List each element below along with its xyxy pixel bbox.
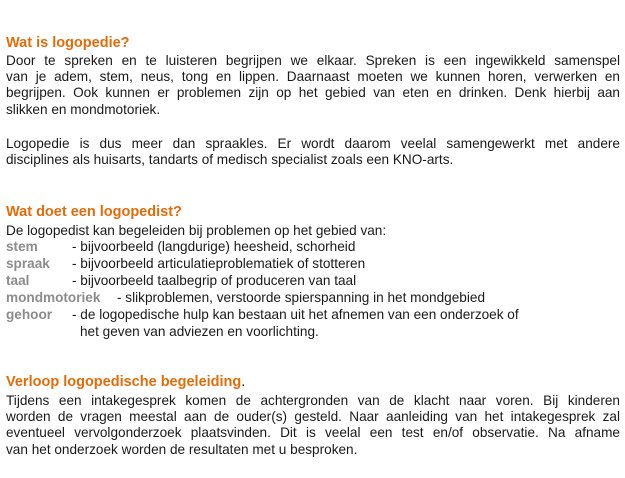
paragraph-line: worden de vragen meestal aan de ouder(s) gesteld. Naar aanleiding van het intakegesprek zal — [6, 409, 620, 425]
paragraph-line: van het onderzoek worden de resultaten met u besproken. — [6, 441, 358, 457]
list-item-description: - bijvoorbeeld taalbegrip of produceren van taal — [72, 273, 357, 288]
list-intro: De logopedist kan begeleiden bij problemen op het gebied van: — [6, 223, 387, 238]
list-item-description: - de logopedische hulp kan bestaan uit het afnemen van een onderzoek of — [72, 307, 519, 322]
paragraph-logopedie-meer — [6, 136, 620, 168]
list-item-description: - bijvoorbeeld (langdurige) heesheid, schorheid — [72, 239, 356, 254]
paragraph-line: Door te spreken en te luisteren begrijpen we elkaar. Spreken is een ingewikkeld samenspel — [6, 53, 620, 68]
list-item — [6, 239, 356, 255]
list-item — [6, 290, 486, 306]
paragraph-line: eventueel vervolgonderzoek plaatsvinden. Dit is veelal een test en/of observatie. Na afname — [6, 425, 620, 441]
paragraph-intro — [6, 53, 620, 118]
paragraph-line: begrijpen. Ook kunnen er problemen zijn op het gebied van eten en drinken. Denk hierbij aan — [6, 85, 620, 101]
list-item-description: - bijvoorbeeld articulatieproblematiek of stotteren — [72, 256, 366, 271]
paragraph-line: slikken en mondmotoriek. — [6, 101, 161, 117]
heading-verloop-begeleiding — [6, 374, 245, 390]
paragraph-verloop — [6, 393, 620, 458]
list-item-term: taal — [6, 273, 30, 288]
heading-text: Verloop logopedische begeleiding — [6, 374, 242, 390]
paragraph-line: disciplines als huisarts, tandarts of medisch specialist zoals een KNO-arts. — [6, 152, 454, 168]
heading-wat-doet-logopedist: Wat doet een logopedist? — [6, 204, 182, 220]
list-item-term: spraak — [6, 256, 50, 271]
heading-wat-is-logopedie: Wat is logopedie? — [6, 35, 130, 51]
paragraph-line: Logopedie is dus meer dan spraakles. Er wordt daarom veelal samengewerkt met andere — [6, 136, 620, 151]
list-item — [6, 273, 357, 289]
list-item-description: het geven van adviezen en voorlichting. — [80, 324, 319, 339]
list-item-term: mondmotoriek — [6, 290, 101, 305]
list-item-term: stem — [6, 239, 38, 254]
list-item-description: - slikproblemen, verstoorde spierspanning in het mondgebied — [117, 290, 486, 305]
list-item — [6, 307, 519, 323]
paragraph-line: Tijdens een intakegesprek komen de achtergronden van de klacht naar voren. Bij kinderen — [6, 393, 620, 408]
paragraph-line: van je adem, stem, neus, tong en lippen. Daarnaast moeten we kunnen horen, verwerken en — [6, 69, 620, 85]
list-item — [6, 256, 366, 272]
list-item-term: gehoor — [6, 307, 53, 322]
heading-suffix: . — [241, 374, 246, 390]
